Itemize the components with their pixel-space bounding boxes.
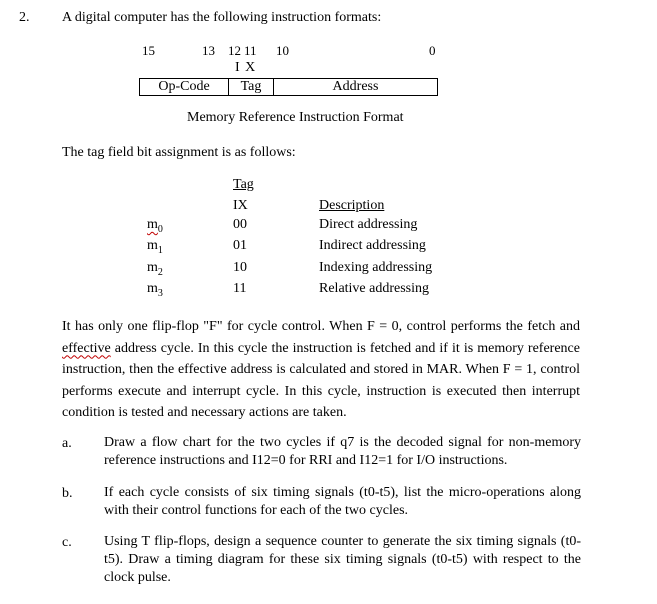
tag-field: Tag xyxy=(240,79,262,94)
address-field: Address xyxy=(332,79,379,94)
cycle-control-paragraph: It has only one flip-flop "F" for cycle control. When F = 0, control performs the fetch and effective address cycle. In this cycle the instruction is fetched and if it is memory reference instruction, then the effective address is calculated and stored in MAR. When F = 1, control performs execute and interrupt cycle. In this cycle, instruction is executed then interrupt condition is tested and necessary actions are taken. xyxy=(62,319,580,420)
bit-12-label: 12 xyxy=(228,43,241,58)
bit-0-label: 0 xyxy=(429,43,436,58)
bit-11-label: 11 xyxy=(244,43,257,58)
tag-table-intro: The tag field bit assignment is as follows: xyxy=(62,145,296,160)
format-box xyxy=(139,78,438,96)
item-a-letter: a. xyxy=(62,436,72,451)
format-caption: Memory Reference Instruction Format xyxy=(187,110,404,125)
table-row-label: $m_3$ xyxy=(147,281,163,299)
opcode-field: Op-Code xyxy=(158,79,210,94)
item-c-text: Using T flip-flops, design a sequence counter to generate the six timing signals (t0-t5). Draw a timing diagram for these six timing signals (t0-t5) with respect to the clock pulse. xyxy=(104,534,581,585)
table-row-label: $m_2$ xyxy=(147,260,163,278)
question-intro: A digital computer has the following instruction formats: xyxy=(62,10,382,25)
ix-label: I X xyxy=(235,60,257,75)
spellcheck-word: effective xyxy=(62,340,111,356)
question-number: 2. xyxy=(19,10,30,25)
table-row-code: 00 xyxy=(233,217,247,232)
table-row-code: 10 xyxy=(233,260,247,275)
table-row-description: Relative addressing xyxy=(319,281,430,296)
description-header: Description xyxy=(319,198,385,213)
ix-header: IX xyxy=(233,198,248,213)
item-b-letter: b. xyxy=(62,486,73,501)
bit-10-label: 10 xyxy=(276,43,289,58)
table-row-label: $m_1$ xyxy=(147,238,163,256)
table-row-code: 11 xyxy=(233,281,247,296)
bit-15-label: 15 xyxy=(142,43,155,58)
tag-header: Tag xyxy=(233,177,254,192)
item-c-letter: c. xyxy=(62,535,72,550)
table-row-code: 01 xyxy=(233,238,247,253)
table-row-description: Indirect addressing xyxy=(319,238,426,253)
table-row-description: Indexing addressing xyxy=(319,260,433,275)
item-a-text: Draw a flow chart for the two cycles if q7 is the decoded signal for non-memory reference instructions and I12=0 for RRI and I12=1 for I/O instructions. xyxy=(104,435,581,468)
bit-13-label: 13 xyxy=(202,43,215,58)
table-row-label: $m_0$ xyxy=(147,217,163,235)
item-b-text: If each cycle consists of six timing signals (t0-t5), list the micro-operations along with their control functions for each of the two cycles. xyxy=(104,485,581,518)
table-row-description: Direct addressing xyxy=(319,217,418,232)
